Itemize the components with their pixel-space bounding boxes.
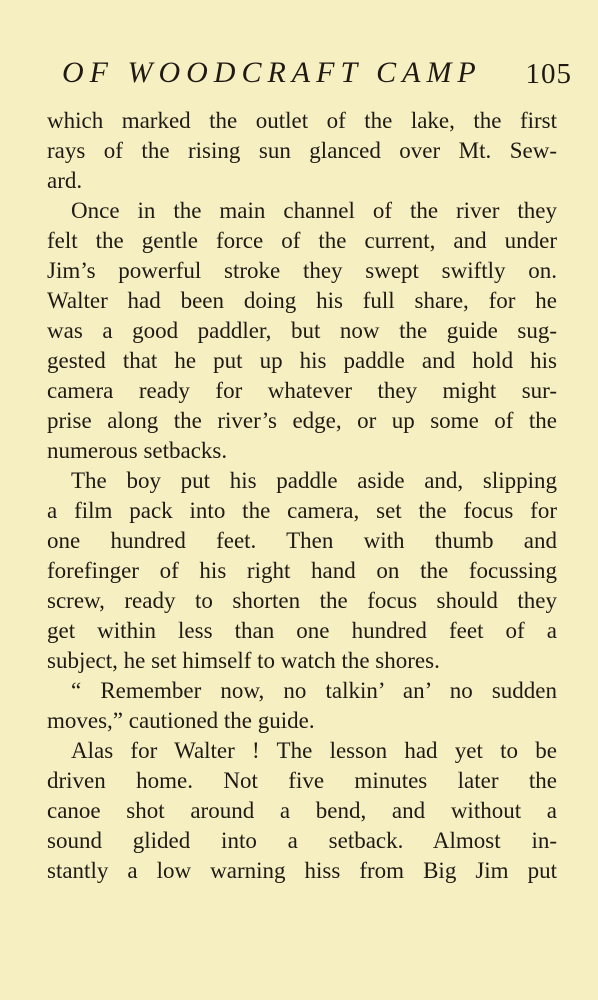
text-line: stantly a low warning hiss from Big Jim put — [47, 858, 557, 883]
text-line: The boy put his paddle aside and, slipping — [71, 468, 557, 493]
text-line: a film pack into the camera, set the focus for — [47, 498, 557, 523]
text-line: forefinger of his right hand on the focussing — [47, 558, 557, 583]
running-header — [62, 56, 572, 100]
text-line: numerous setbacks. — [47, 438, 228, 463]
text-line: rays of the rising sun glanced over Mt. Sew- — [47, 138, 557, 163]
text-line: which marked the outlet of the lake, the first — [47, 108, 557, 133]
text-line: Alas for Walter ! The lesson had yet to be — [71, 738, 557, 763]
text-line: ard. — [47, 168, 83, 193]
text-line: prise along the river’s edge, or up some of the — [47, 408, 557, 433]
text-line: get within less than one hundred feet of a — [47, 618, 557, 643]
text-line: was a good paddler, but now the guide sug- — [47, 318, 557, 343]
page-number: 105 — [525, 58, 572, 90]
text-line: Once in the main channel of the river they — [71, 198, 557, 223]
text-line: camera ready for whatever they might sur- — [47, 378, 557, 403]
text-line: Walter had been doing his full share, for he — [47, 288, 557, 313]
running-title: OF WOODCRAFT CAMP — [62, 56, 482, 89]
text-line: Jim’s powerful stroke they swept swiftly on. — [47, 258, 557, 283]
text-line: moves,” cautioned the guide. — [47, 708, 315, 733]
text-line: felt the gentle force of the current, and under — [47, 228, 557, 253]
text-line: sound glided into a setback. Almost in- — [47, 828, 557, 853]
body-text — [47, 106, 557, 886]
text-line: gested that he put up his paddle and hold his — [47, 348, 557, 373]
text-line: “ Remember now, no talkin’ an’ no sudden — [71, 678, 557, 703]
text-line: driven home. Not five minutes later the — [47, 768, 557, 793]
text-line: one hundred feet. Then with thumb and — [47, 528, 557, 553]
text-line: screw, ready to shorten the focus should they — [47, 588, 557, 613]
text-line: subject, he set himself to watch the shores. — [47, 648, 440, 673]
text-line: canoe shot around a bend, and without a — [47, 798, 557, 823]
